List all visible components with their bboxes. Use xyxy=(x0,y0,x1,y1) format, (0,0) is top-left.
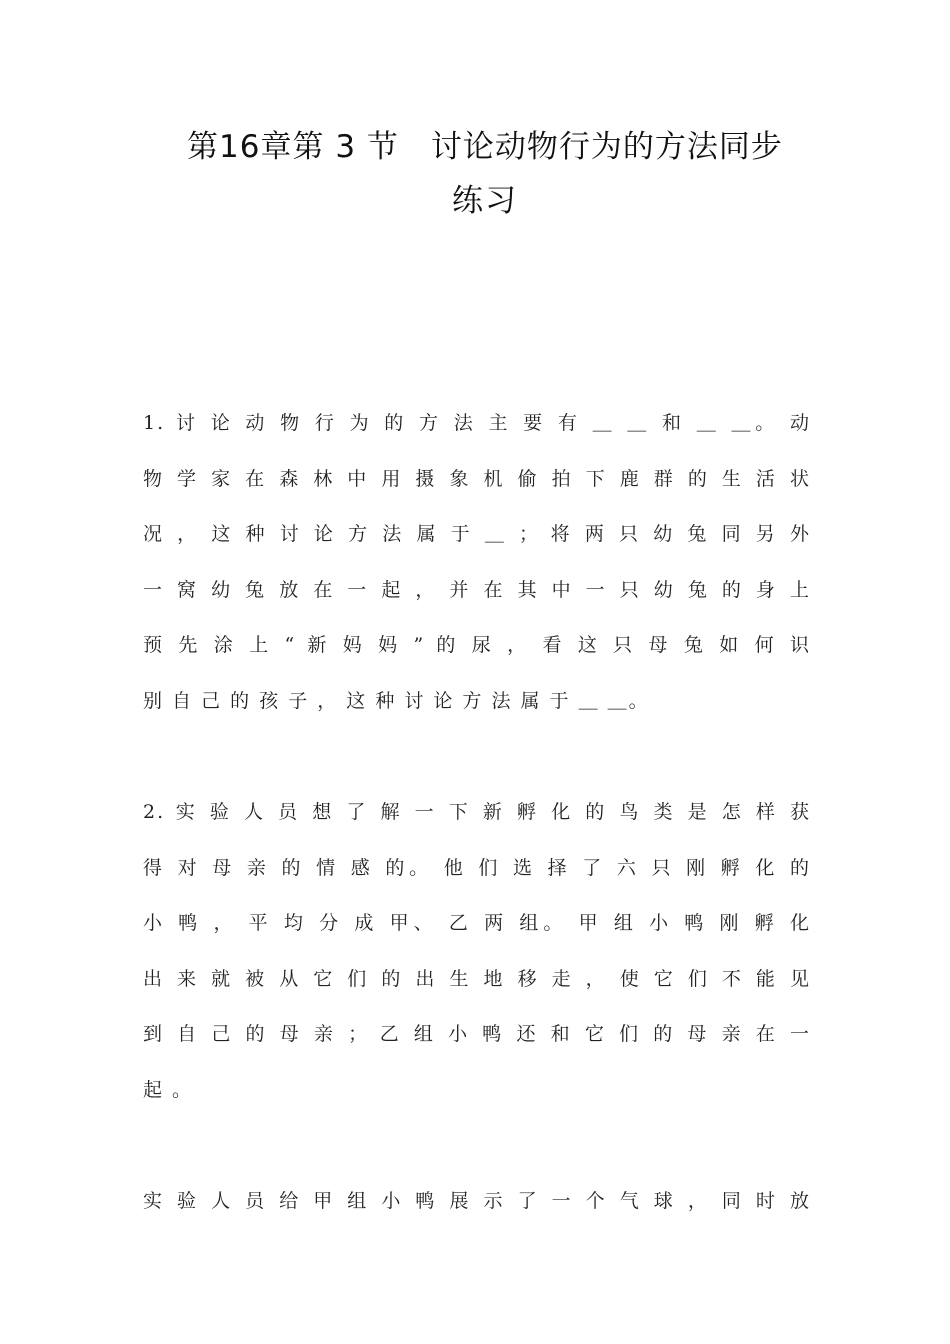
question-2-line: 2. 实 验 人 员 想 了 解 一 下 新 孵 化 的 鸟 类 是 怎 样 获 xyxy=(143,801,811,823)
question-1-line: 预 先 涂 上 “ 新 妈 妈 ” 的 尿 ， 看 这 只 母 兔 如 何 识 xyxy=(143,634,811,656)
question-1-line: 况 ， 这 种 讨 论 方 法 属 于 ＿ ； 将 两 只 幼 兔 同 另 外 xyxy=(143,523,811,545)
question-2-line: 出 来 就 被 从 它 们 的 出 生 地 移 走 ， 使 它 们 不 能 见 xyxy=(143,968,811,990)
document-title-continued: 练习 xyxy=(452,183,518,219)
question-1-line: 1. 讨 论 动 物 行 为 的 方 法 主 要 有 ＿ ＿ 和 ＿ ＿。 动 xyxy=(143,412,811,434)
question-1-line: 别 自 己 的 孩 子 ， 这 种 讨 论 方 法 属 于 ＿ ＿。 xyxy=(143,690,650,712)
document-title: 第16章第 3 节 讨论动物行为的方法同步 xyxy=(187,129,783,165)
question-1-line: 一 窝 幼 兔 放 在 一 起 ， 并 在 其 中 一 只 幼 兔 的 身 上 xyxy=(143,579,811,601)
question-2-line: 起 。 xyxy=(143,1079,194,1101)
question-1-line: 物 学 家 在 森 林 中 用 摄 象 机 偷 拍 下 鹿 群 的 生 活 状 xyxy=(143,468,811,490)
paragraph-3-line: 实 验 人 员 给 甲 组 小 鸭 展 示 了 一 个 气 球 ， 同 时 放 xyxy=(143,1190,811,1212)
question-2-line: 到 自 己 的 母 亲 ； 乙 组 小 鸭 还 和 它 们 的 母 亲 在 一 xyxy=(143,1023,811,1045)
question-2-line: 得 对 母 亲 的 情 感 的。 他 们 选 择 了 六 只 刚 孵 化 的 xyxy=(143,857,811,879)
question-2-line: 小 鸭 ， 平 均 分 成 甲、 乙 两 组。 甲 组 小 鸭 刚 孵 化 xyxy=(143,912,811,934)
